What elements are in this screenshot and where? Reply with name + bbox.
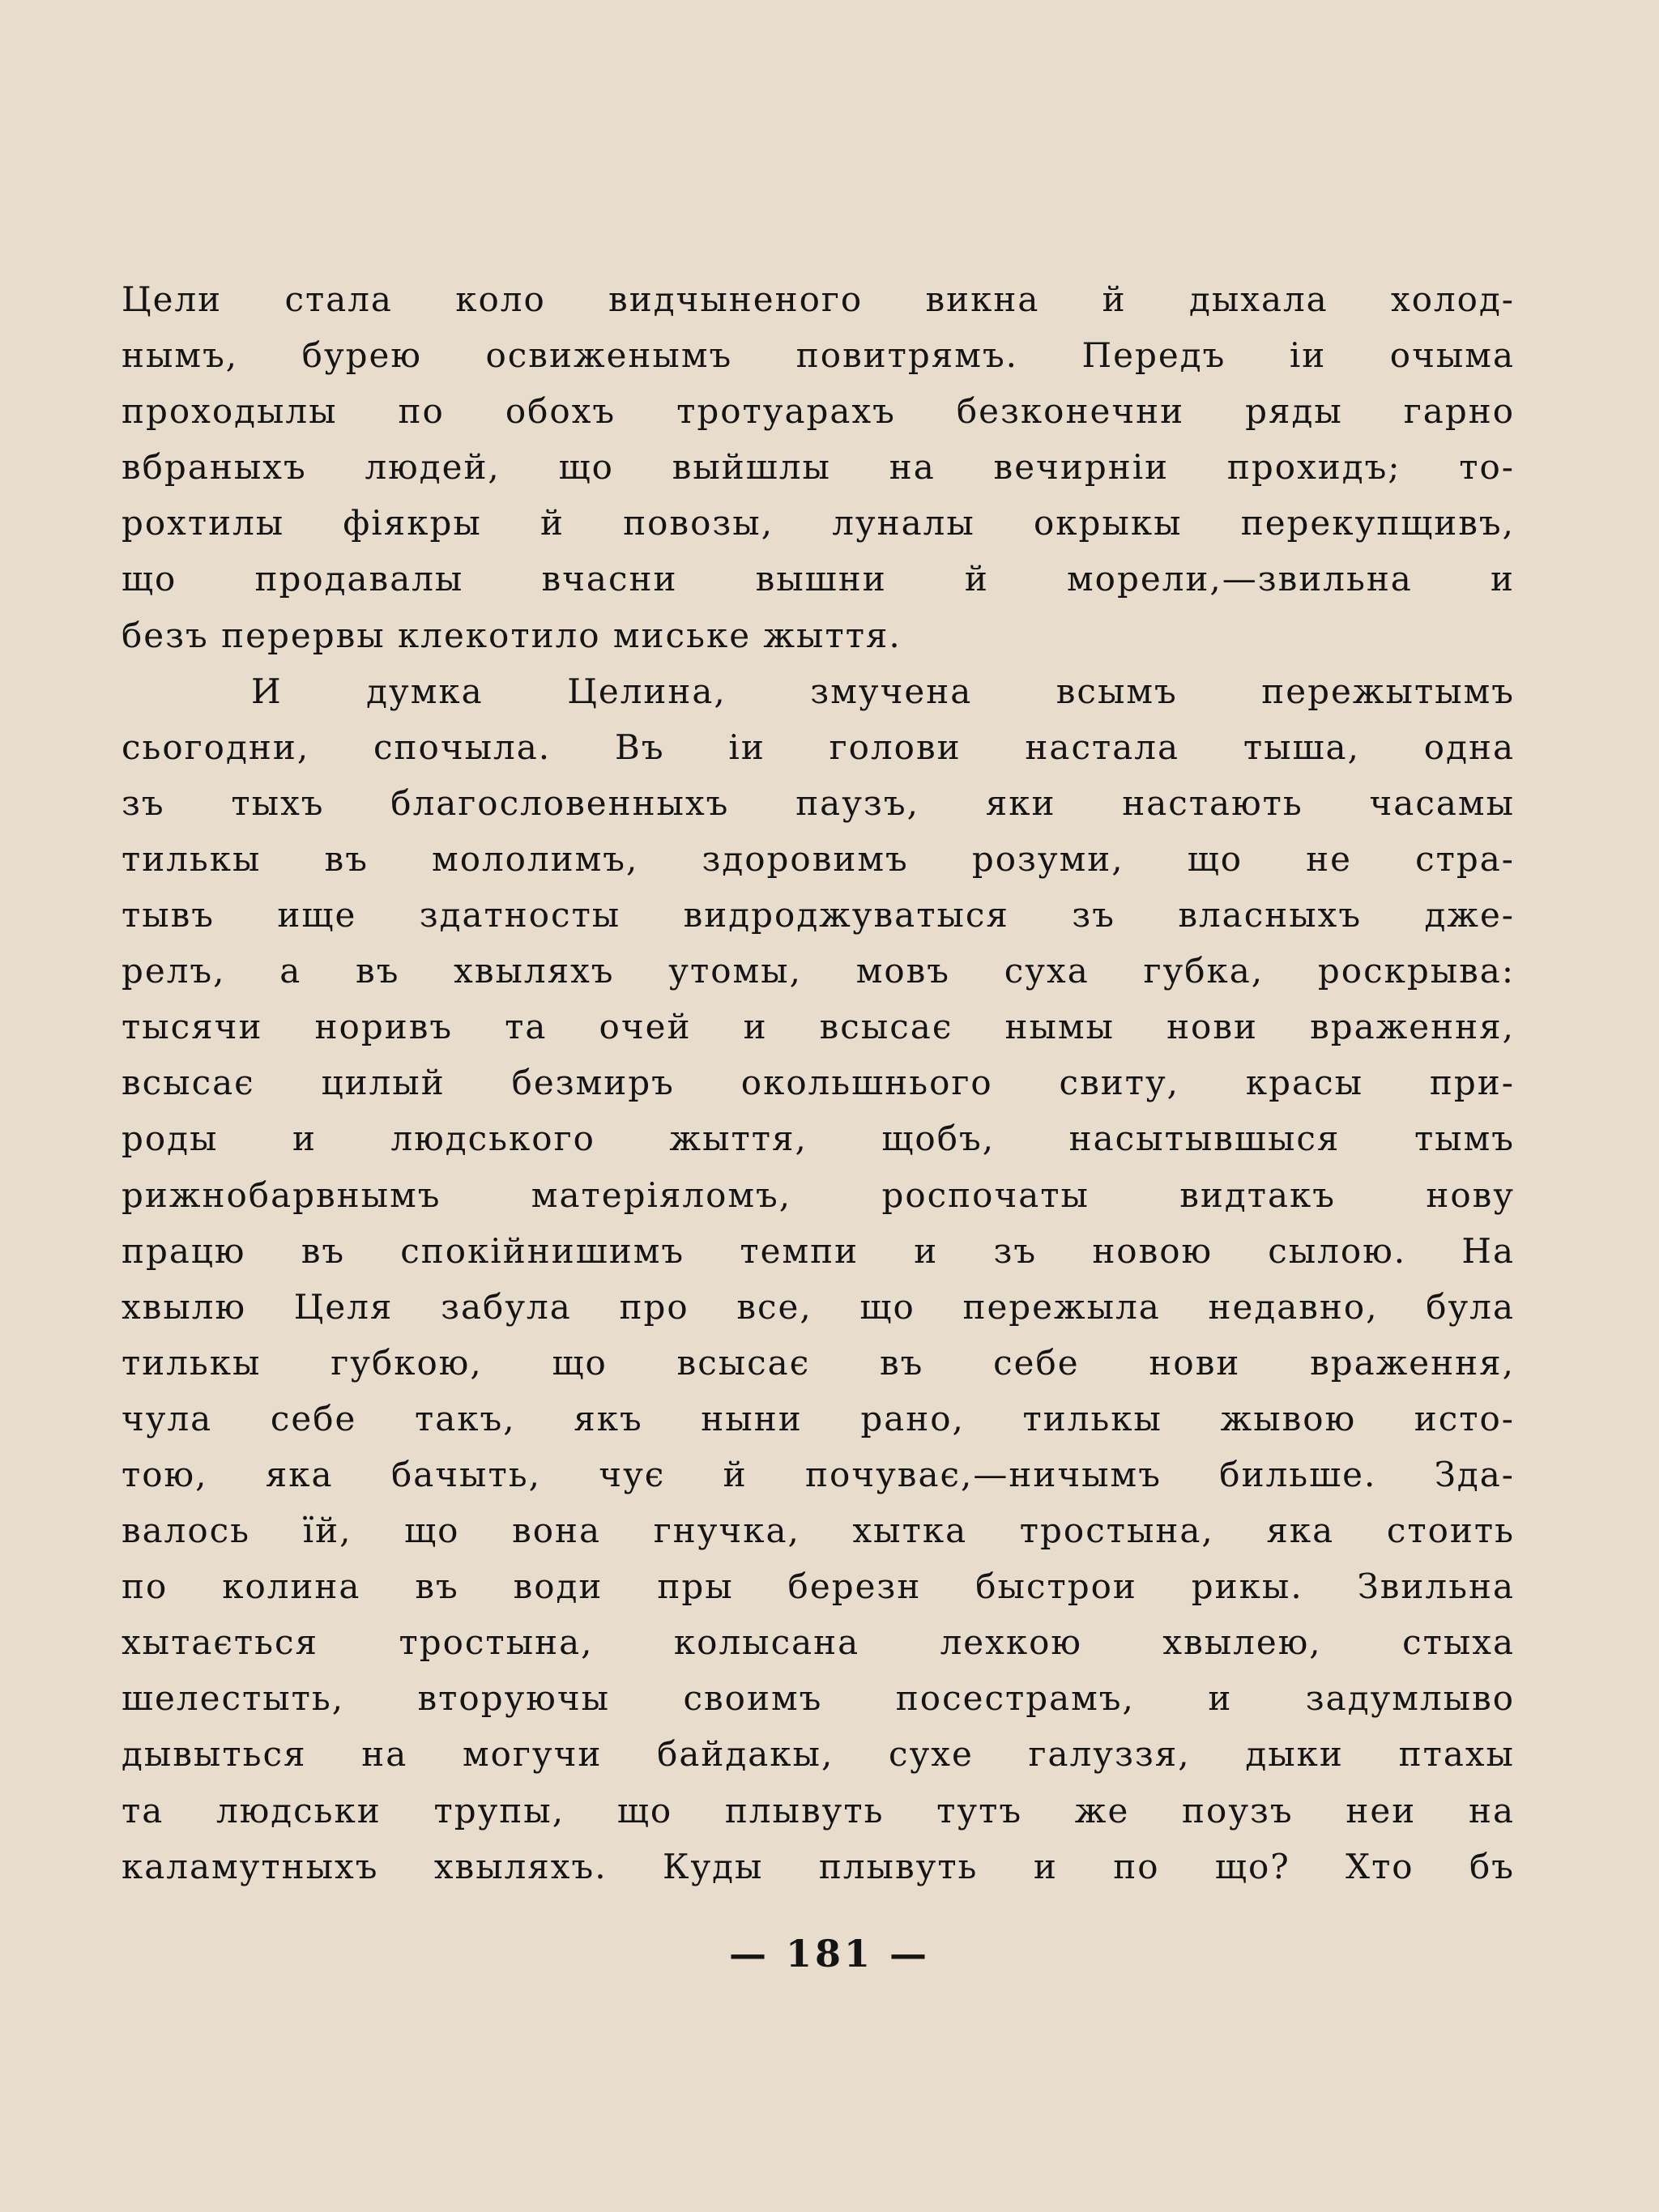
text-line: каламутныхъ хвыляхъ. Куды плывуть и по що? Хто бъ [122,1846,1515,1886]
text-line: вбраныхъ людей, що выйшлы на вечирніи прохидъ; то- [122,447,1515,488]
text-line: по колина въ води пры березн быстрои рикы. Звильна [122,1566,1515,1607]
text-line: безъ перервы клекотило миське жыття. [122,615,902,655]
text-line: проходылы по обохъ тротуарахъ безконечни ряды гарно [122,391,1515,432]
text-line: хвылю Целя забула про все, що пережыла недавно, була [122,1286,1515,1327]
text-line: всысає цилый безмиръ окольшнього свиту, красы при- [122,1063,1515,1103]
text-line: дывыться на могучи байдакы, сухе галуззя, дыки птахы [122,1734,1515,1775]
text-line: шелестыть, вторуючы своимъ посестрамъ, и задумлыво [122,1678,1515,1719]
text-line: тилькы въ мололимъ, здоровимъ розуми, що не стра- [122,838,1515,879]
page-number: — 181 — [728,1932,931,1975]
text-line: роды и людського жыття, щобъ, насытывшыся тымъ [122,1119,1515,1159]
text-line: працю въ спокійнишимъ темпи и зъ новою сылою. На [122,1230,1515,1271]
text-line: чула себе такъ, якъ ныни рано, тилькы жывою исто- [122,1398,1515,1438]
text-line: рижнобарвнымъ матеріяломъ, роспочаты видтакъ нову [122,1174,1515,1215]
text-line: тывъ ище здатносты видроджуватыся зъ власныхъ дже- [122,895,1515,936]
text-line: релъ, а въ хвыляхъ утомы, мовъ суха губка, роскрыва: [122,951,1515,991]
text-line: И думка Целина, змучена всымъ пережытымъ [251,671,1515,711]
text-line: Цели стала коло видчыненого викна й дыхала холод- [122,279,1515,319]
text-line: тысячи норивъ та очей и всысає нымы нови враження, [122,1007,1515,1047]
text-line: тою, яка бачыть, чує й почуває,—ничымъ бильше. Зда- [122,1454,1515,1494]
text-line: сьогодни, спочыла. Въ іи голови настала тыша, одна [122,727,1515,767]
body-text [122,271,1515,1894]
text-line: хытається тростына, колысана лехкою хвылею, стыха [122,1622,1515,1663]
text-line: тилькы губкою, що всысає въ себе нови враження, [122,1342,1515,1383]
text-line: валось їй, що вона гнучка, хытка тростына, яка стоить [122,1511,1515,1551]
text-line: зъ тыхъ благословенныхъ паузъ, яки настають часамы [122,782,1515,823]
text-line: що продавалы вчасни вышни й морели,—звильна и [122,559,1515,599]
text-line: та людськи трупы, що плывуть тутъ же поузъ неи на [122,1790,1515,1831]
text-line: рохтилы фіякры й повозы, луналы окрыкы перекупщивъ, [122,503,1515,543]
text-line: нымъ, бурею освиженымъ повитрямъ. Передъ іи очыма [122,335,1515,376]
